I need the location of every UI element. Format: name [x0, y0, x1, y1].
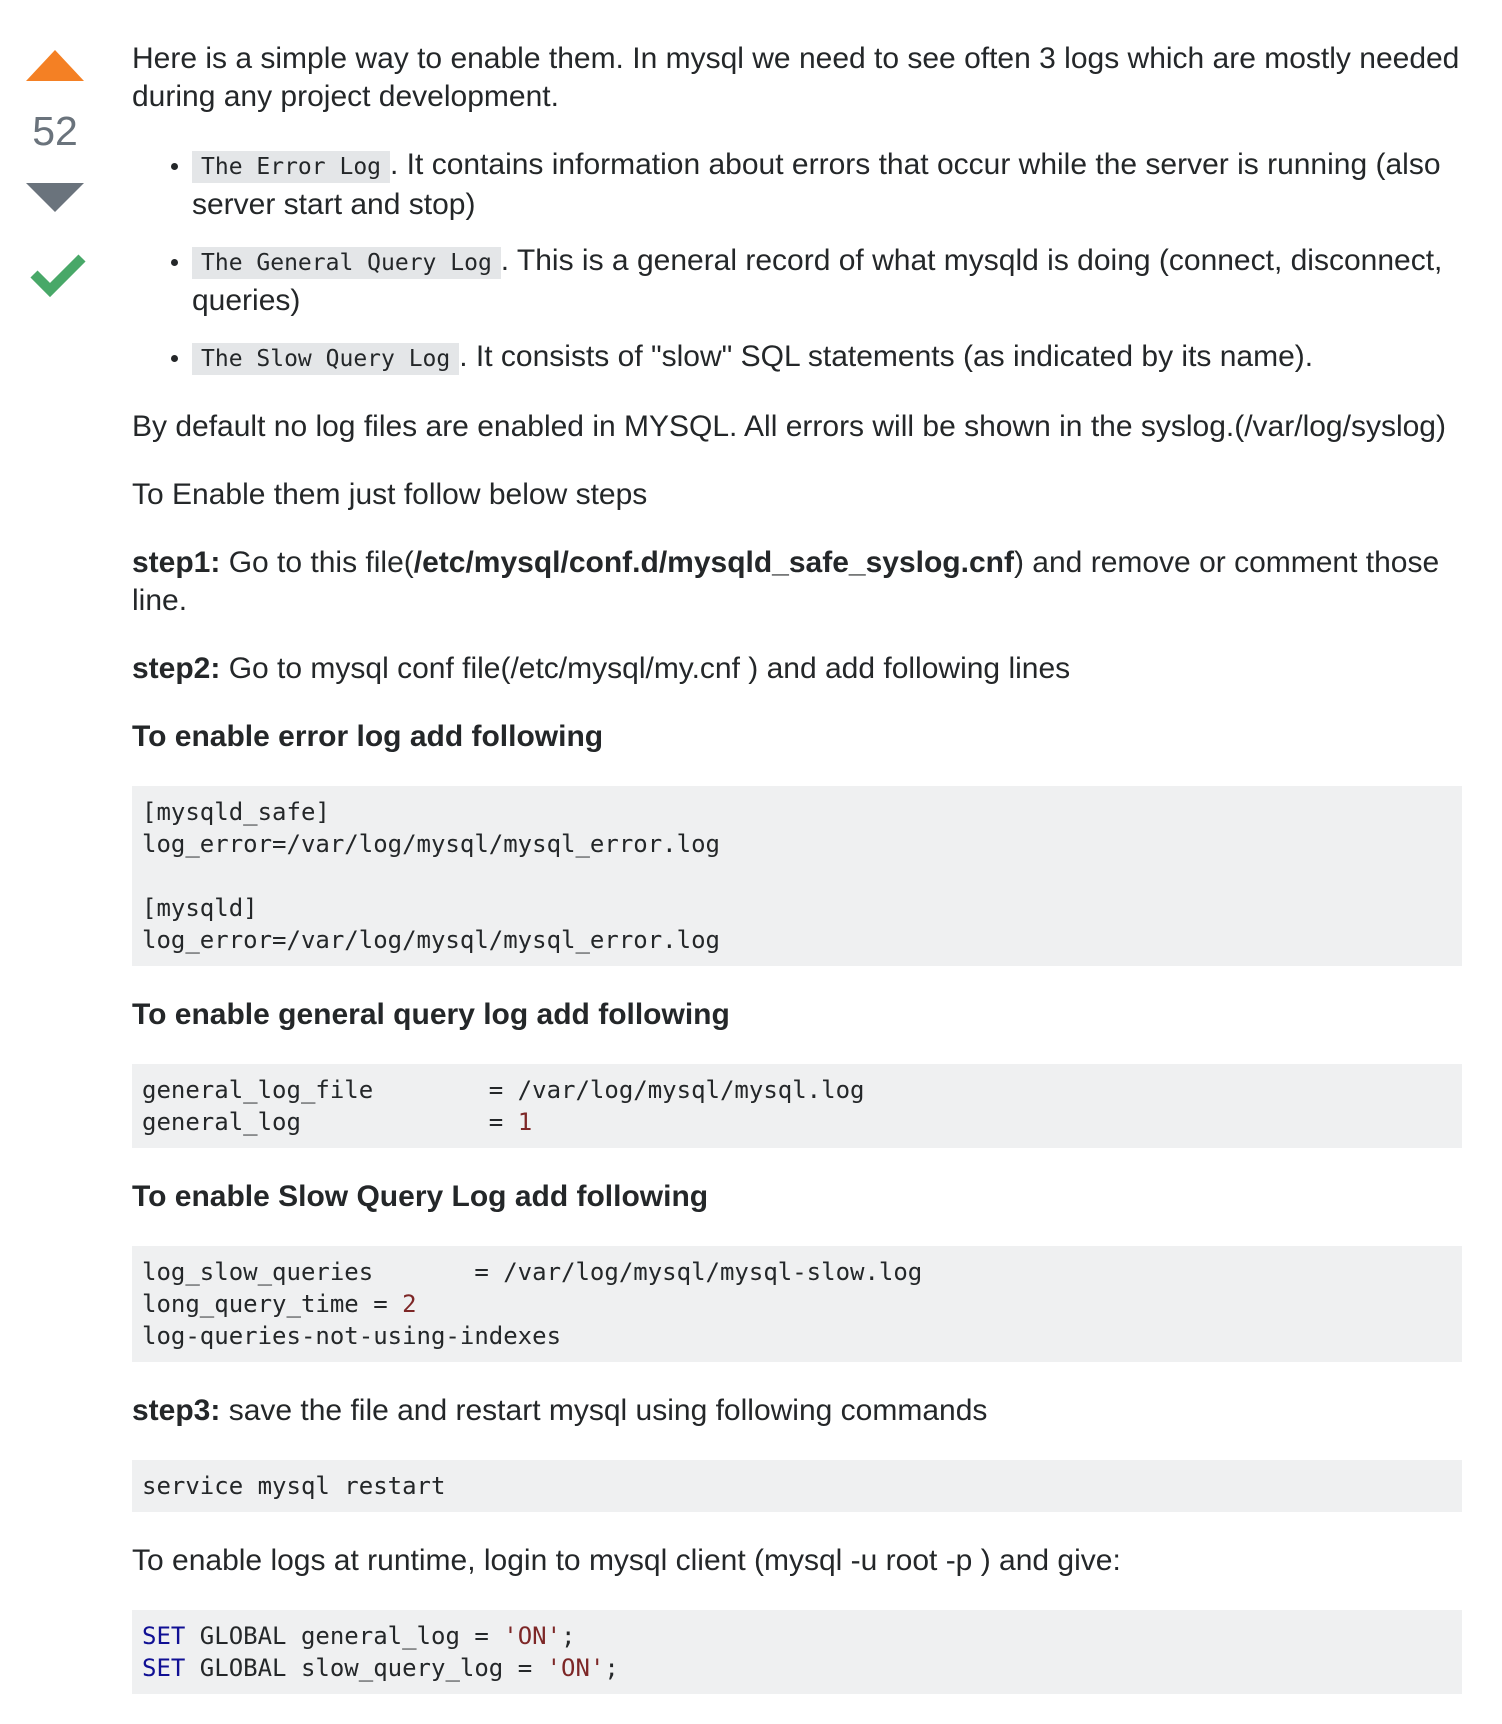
step2-paragraph	[132, 650, 1462, 688]
code-line: log-queries-not-using-indexes	[142, 1322, 562, 1350]
code-line: GLOBAL slow_query_log =	[185, 1654, 547, 1682]
vote-count: 52	[32, 108, 78, 154]
slow-log-code-block	[132, 1246, 1462, 1362]
step1-label: step1:	[132, 546, 221, 579]
log-types-list	[132, 146, 1462, 378]
step1-text-end: ) and remove or comment those line.	[132, 546, 1440, 617]
step3-text: save the file and restart mysql using following commands	[220, 1394, 988, 1427]
inline-code: The Slow Query Log	[192, 343, 459, 375]
runtime-code-block	[132, 1610, 1462, 1694]
list-item	[192, 146, 1462, 224]
runtime-paragraph: To enable logs at runtime, login to mysql client (mysql -u root -p ) and give:	[132, 1544, 1121, 1577]
slow-log-heading: To enable Slow Query Log add following	[132, 1180, 709, 1213]
general-log-code-block	[132, 1064, 1462, 1148]
code-string: 'ON'	[546, 1654, 605, 1682]
inline-code: The General Query Log	[192, 247, 501, 279]
downvote-arrow-icon[interactable]	[26, 183, 84, 212]
code-line: log_error=/var/log/mysql/mysql_error.log	[142, 926, 720, 954]
error-log-code-block	[132, 786, 1462, 966]
code-line: GLOBAL general_log =	[185, 1622, 504, 1650]
code-punct: ;	[604, 1654, 619, 1682]
code-number: 2	[402, 1290, 417, 1318]
code-line: log_error=/var/log/mysql/mysql_error.log	[142, 830, 720, 858]
answer-body	[132, 40, 1462, 1724]
general-log-heading: To enable general query log add following	[132, 998, 730, 1031]
list-item	[192, 242, 1462, 320]
list-item-text: . It consists of "slow" SQL statements (as indicated by its name).	[459, 340, 1314, 373]
step1-text: Go to this file(	[220, 546, 414, 579]
restart-code-block	[132, 1460, 1462, 1512]
step1-path: /etc/mysql/conf.d/mysqld_safe_syslog.cnf	[413, 546, 1014, 579]
list-item-text: . It contains information about errors that occur while the server is running (also server start and stop)	[192, 148, 1441, 221]
code-line: general_log_file = /var/log/mysql/mysql.log	[142, 1076, 865, 1104]
code-punct: ;	[561, 1622, 576, 1650]
upvote-arrow-icon[interactable]	[26, 50, 84, 81]
code-keyword: SET	[142, 1622, 186, 1650]
enable-intro-paragraph: To Enable them just follow below steps	[132, 478, 648, 511]
error-log-heading: To enable error log add following	[132, 720, 604, 753]
code-line: service mysql restart	[142, 1472, 446, 1500]
code-line: [mysqld]	[142, 894, 258, 922]
intro-paragraph: Here is a simple way to enable them. In mysql we need to see often 3 logs which are mostly needed during any project development.	[132, 42, 1460, 113]
inline-code: The Error Log	[192, 151, 390, 183]
list-item	[192, 338, 1462, 378]
step2-label: step2:	[132, 652, 221, 685]
default-paragraph: By default no log files are enabled in MYSQL. All errors will be shown in the syslog.(/var/log/syslog)	[132, 410, 1446, 443]
code-string: 'ON'	[503, 1622, 562, 1650]
step1-paragraph	[132, 544, 1462, 620]
list-item-text: . This is a general record of what mysqld is doing (connect, disconnect, queries)	[192, 244, 1443, 317]
step2-text: Go to mysql conf file(/etc/mysql/my.cnf ) and add following lines	[220, 652, 1071, 685]
code-line: log_slow_queries = /var/log/mysql/mysql-slow.log	[142, 1258, 923, 1286]
step3-paragraph	[132, 1392, 1462, 1430]
code-line: general_log =	[142, 1108, 518, 1136]
step3-label: step3:	[132, 1394, 221, 1427]
accepted-checkmark-icon	[28, 248, 88, 304]
code-line: long_query_time =	[142, 1290, 403, 1318]
code-line: [mysqld_safe]	[142, 798, 330, 826]
code-number: 1	[517, 1108, 533, 1136]
code-keyword: SET	[142, 1654, 186, 1682]
